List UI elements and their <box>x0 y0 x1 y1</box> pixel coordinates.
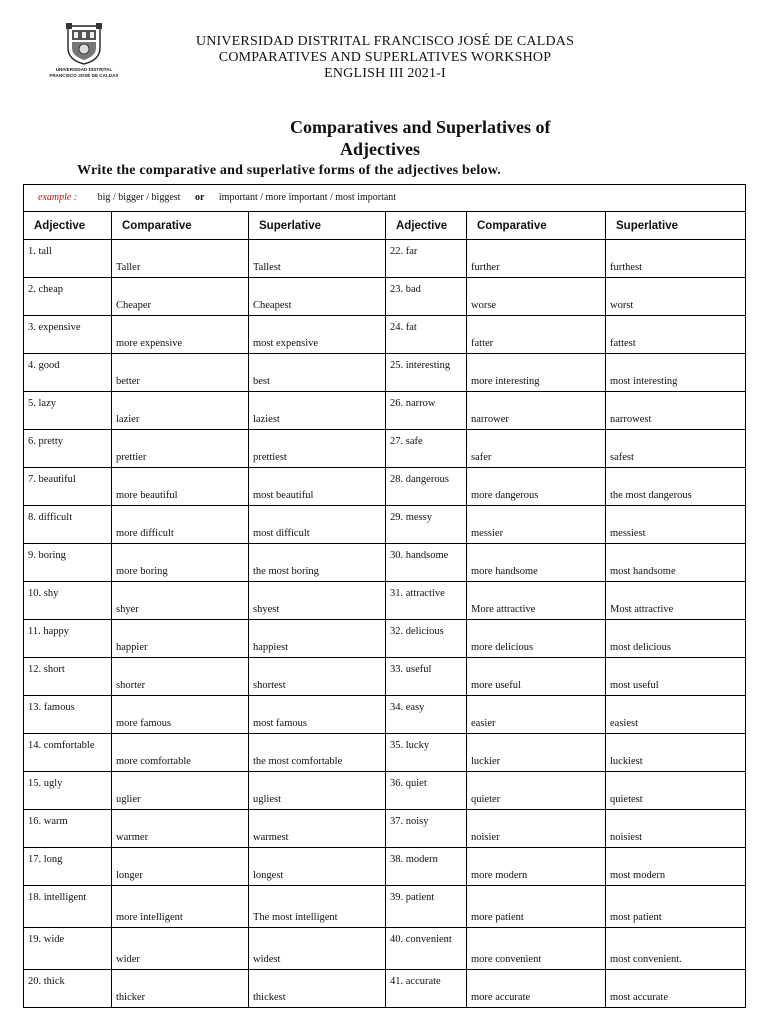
superlative-cell: most patient <box>606 886 746 928</box>
adjective-cell: 40. convenient <box>386 928 467 970</box>
superlative-cell: most accurate <box>606 970 746 1008</box>
adjectives-table <box>23 184 746 1008</box>
table-row <box>24 354 746 392</box>
adjective-cell: 33. useful <box>386 658 467 696</box>
adjective-cell: 16. warm <box>24 810 112 848</box>
superlative-cell: safest <box>606 430 746 468</box>
adjective-cell: 7. beautiful <box>24 468 112 506</box>
table-row <box>24 772 746 810</box>
example-first: big / bigger / biggest <box>97 192 181 203</box>
comparative-cell: more handsome <box>467 544 606 582</box>
comparative-cell: more interesting <box>467 354 606 392</box>
comparative-cell: more intelligent <box>112 886 249 928</box>
adjective-cell: 28. dangerous <box>386 468 467 506</box>
adjective-cell: 11. happy <box>24 620 112 658</box>
superlative-cell: narrowest <box>606 392 746 430</box>
superlative-cell: most convenient. <box>606 928 746 970</box>
adjective-cell: 13. famous <box>24 696 112 734</box>
table-row <box>24 658 746 696</box>
adjective-cell: 37. noisy <box>386 810 467 848</box>
table-header-row <box>24 212 746 240</box>
superlative-cell: most useful <box>606 658 746 696</box>
comparative-cell: warmer <box>112 810 249 848</box>
comparative-cell: more patient <box>467 886 606 928</box>
adjective-cell: 8. difficult <box>24 506 112 544</box>
superlative-cell: Tallest <box>249 240 386 278</box>
page-title <box>290 116 600 160</box>
comparative-cell: worse <box>467 278 606 316</box>
adjective-cell: 39. patient <box>386 886 467 928</box>
superlative-cell: longest <box>249 848 386 886</box>
adjective-cell: 26. narrow <box>386 392 467 430</box>
table-row <box>24 468 746 506</box>
adjective-cell: 30. handsome <box>386 544 467 582</box>
comparative-cell: messier <box>467 506 606 544</box>
header-course: ENGLISH III 2021-I <box>324 66 446 81</box>
table-row <box>24 544 746 582</box>
superlative-cell: best <box>249 354 386 392</box>
comparative-cell: further <box>467 240 606 278</box>
adjective-cell: 31. attractive <box>386 582 467 620</box>
superlative-cell: most interesting <box>606 354 746 392</box>
superlative-cell: worst <box>606 278 746 316</box>
table-row <box>24 240 746 278</box>
comparative-cell: more boring <box>112 544 249 582</box>
column-header: Superlative <box>249 212 386 240</box>
adjective-cell: 20. thick <box>24 970 112 1008</box>
column-header: Comparative <box>112 212 249 240</box>
title-line-2: Adjectives <box>340 139 420 159</box>
superlative-cell: warmest <box>249 810 386 848</box>
adjective-cell: 1. tall <box>24 240 112 278</box>
comparative-cell: more dangerous <box>467 468 606 506</box>
superlative-cell: quietest <box>606 772 746 810</box>
superlative-cell: most famous <box>249 696 386 734</box>
superlative-cell: most modern <box>606 848 746 886</box>
column-header: Superlative <box>606 212 746 240</box>
adjective-cell: 6. pretty <box>24 430 112 468</box>
adjective-cell: 3. expensive <box>24 316 112 354</box>
superlative-cell: shortest <box>249 658 386 696</box>
instruction-text: Write the comparative and superlative forms of the adjectives below. <box>77 163 501 178</box>
comparative-cell: more difficult <box>112 506 249 544</box>
comparative-cell: safer <box>467 430 606 468</box>
document-header <box>140 34 630 82</box>
table-row <box>24 970 746 1008</box>
example-or: or <box>194 192 205 203</box>
adjective-cell: 4. good <box>24 354 112 392</box>
comparative-cell: more useful <box>467 658 606 696</box>
comparative-cell: narrower <box>467 392 606 430</box>
adjective-cell: 18. intelligent <box>24 886 112 928</box>
adjective-cell: 9. boring <box>24 544 112 582</box>
university-crest-icon <box>64 22 104 66</box>
superlative-cell: widest <box>249 928 386 970</box>
comparative-cell: more comfortable <box>112 734 249 772</box>
example-label: example : <box>38 192 78 203</box>
comparative-cell: prettier <box>112 430 249 468</box>
superlative-cell: easiest <box>606 696 746 734</box>
comparative-cell: thicker <box>112 970 249 1008</box>
table-row <box>24 696 746 734</box>
superlative-cell: most expensive <box>249 316 386 354</box>
adjective-cell: 15. ugly <box>24 772 112 810</box>
superlative-cell: the most comfortable <box>249 734 386 772</box>
superlative-cell: laziest <box>249 392 386 430</box>
table-row <box>24 848 746 886</box>
table-row <box>24 928 746 970</box>
superlative-cell: most difficult <box>249 506 386 544</box>
superlative-cell: prettiest <box>249 430 386 468</box>
table-row <box>24 506 746 544</box>
comparative-cell: wider <box>112 928 249 970</box>
adjective-cell: 29. messy <box>386 506 467 544</box>
header-university: UNIVERSIDAD DISTRITAL FRANCISCO JOSÉ DE CALDAS <box>195 34 575 49</box>
title-line-1: Comparatives and Superlatives of <box>290 117 551 137</box>
comparative-cell: fatter <box>467 316 606 354</box>
column-header: Adjective <box>24 212 112 240</box>
example-cell <box>24 185 746 212</box>
table-row <box>24 734 746 772</box>
superlative-cell: noisiest <box>606 810 746 848</box>
superlative-cell: the most boring <box>249 544 386 582</box>
adjective-cell: 10. shy <box>24 582 112 620</box>
logo-caption-1: UNIVERSIDAD DISTRITAL <box>55 67 113 72</box>
table-row <box>24 886 746 928</box>
adjective-cell: 41. accurate <box>386 970 467 1008</box>
university-logo <box>48 22 120 84</box>
adjective-cell: 36. quiet <box>386 772 467 810</box>
comparative-cell: more expensive <box>112 316 249 354</box>
table-row <box>24 430 746 468</box>
superlative-cell: ugliest <box>249 772 386 810</box>
superlative-cell: the most dangerous <box>606 468 746 506</box>
comparative-cell: more delicious <box>467 620 606 658</box>
comparative-cell: easier <box>467 696 606 734</box>
logo-caption-2: FRANCISCO JOSÉ DE CALDAS <box>49 73 119 78</box>
comparative-cell: more famous <box>112 696 249 734</box>
column-header: Adjective <box>386 212 467 240</box>
comparative-cell: more convenient <box>467 928 606 970</box>
comparative-cell: Taller <box>112 240 249 278</box>
comparative-cell: shorter <box>112 658 249 696</box>
comparative-cell: happier <box>112 620 249 658</box>
table-row <box>24 392 746 430</box>
table-row <box>24 278 746 316</box>
adjective-cell: 38. modern <box>386 848 467 886</box>
superlative-cell: most handsome <box>606 544 746 582</box>
header-workshop: COMPARATIVES AND SUPERLATIVES WORKSHOP <box>218 50 552 65</box>
comparative-cell: lazier <box>112 392 249 430</box>
superlative-cell: Most attractive <box>606 582 746 620</box>
table-row <box>24 582 746 620</box>
comparative-cell: better <box>112 354 249 392</box>
table-row <box>24 810 746 848</box>
comparative-cell: noisier <box>467 810 606 848</box>
adjective-cell: 17. long <box>24 848 112 886</box>
example-row <box>24 185 746 212</box>
superlative-cell: luckiest <box>606 734 746 772</box>
adjective-cell: 34. easy <box>386 696 467 734</box>
table-row <box>24 620 746 658</box>
table-row <box>24 316 746 354</box>
adjective-cell: 25. interesting <box>386 354 467 392</box>
superlative-cell: happiest <box>249 620 386 658</box>
adjective-cell: 2. cheap <box>24 278 112 316</box>
adjective-cell: 14. comfortable <box>24 734 112 772</box>
comparative-cell: luckier <box>467 734 606 772</box>
superlative-cell: most delicious <box>606 620 746 658</box>
adjective-cell: 22. far <box>386 240 467 278</box>
superlative-cell: furthest <box>606 240 746 278</box>
adjective-cell: 12. short <box>24 658 112 696</box>
superlative-cell: thickest <box>249 970 386 1008</box>
superlative-cell: messiest <box>606 506 746 544</box>
comparative-cell: longer <box>112 848 249 886</box>
comparative-cell: more beautiful <box>112 468 249 506</box>
comparative-cell: shyer <box>112 582 249 620</box>
column-header: Comparative <box>467 212 606 240</box>
comparative-cell: more accurate <box>467 970 606 1008</box>
superlative-cell: most beautiful <box>249 468 386 506</box>
comparative-cell: quieter <box>467 772 606 810</box>
adjective-cell: 5. lazy <box>24 392 112 430</box>
comparative-cell: More attractive <box>467 582 606 620</box>
superlative-cell: shyest <box>249 582 386 620</box>
comparative-cell: more modern <box>467 848 606 886</box>
adjective-cell: 23. bad <box>386 278 467 316</box>
superlative-cell: Cheapest <box>249 278 386 316</box>
example-second: important / more important / most important <box>218 192 397 203</box>
adjective-cell: 19. wide <box>24 928 112 970</box>
comparative-cell: Cheaper <box>112 278 249 316</box>
adjective-cell: 35. lucky <box>386 734 467 772</box>
superlative-cell: The most intelligent <box>249 886 386 928</box>
adjective-cell: 27. safe <box>386 430 467 468</box>
adjective-cell: 24. fat <box>386 316 467 354</box>
superlative-cell: fattest <box>606 316 746 354</box>
comparative-cell: uglier <box>112 772 249 810</box>
adjective-cell: 32. delicious <box>386 620 467 658</box>
